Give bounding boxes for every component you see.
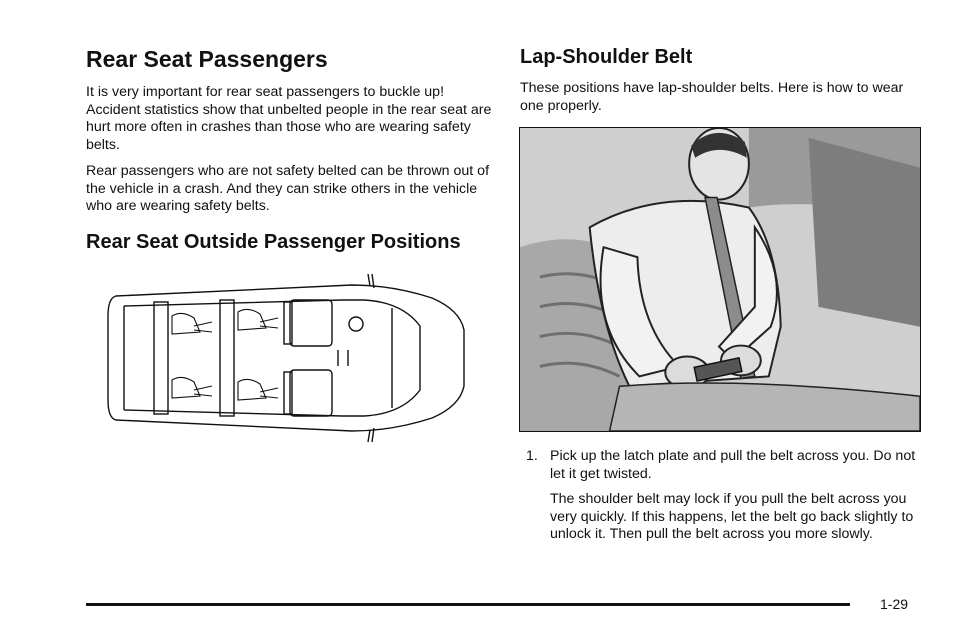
person-buckling-belt-drawing bbox=[520, 128, 920, 431]
passenger-left-rear-2 bbox=[238, 309, 278, 330]
paragraph-buckle-up: It is very important for rear seat passengers to buckle up! Accident statistics show that unbelted people in the rear seat are hurt more often in crashes than those who are wearing safety belts. bbox=[86, 84, 492, 153]
right-column bbox=[520, 44, 930, 115]
left-column bbox=[86, 44, 496, 255]
passenger-right-rear-2 bbox=[238, 379, 278, 400]
step-1 bbox=[526, 448, 928, 483]
step-1-note: The shoulder belt may lock if you pull the belt across you very quickly. If this happens, let the belt go back slightly to unlock it. Then pull the belt across you more slowly. bbox=[550, 491, 914, 542]
step-number: 1. bbox=[526, 448, 538, 464]
section-title-outside-positions: Rear Seat Outside Passenger Positions bbox=[86, 230, 461, 253]
passenger-right-rear-1 bbox=[172, 377, 212, 398]
section-title-rear-seat-passengers: Rear Seat Passengers bbox=[86, 46, 328, 72]
vehicle-seating-diagram bbox=[102, 266, 476, 450]
page-number: 1-29 bbox=[880, 596, 909, 612]
step-text: Pick up the latch plate and pull the belt across you. Do not let it get twisted. bbox=[550, 448, 916, 482]
vehicle-top-view-illustration bbox=[102, 266, 476, 450]
lap-shoulder-belt-illustration bbox=[519, 127, 921, 432]
footer-divider bbox=[86, 603, 850, 606]
paragraph-thrown-out: Rear passengers who are not safety belted can be thrown out of the vehicle in a crash. And they can strike others in the vehicle who are wearing safety belts. bbox=[86, 163, 490, 214]
instruction-steps bbox=[526, 448, 928, 544]
section-title-lap-shoulder-belt: Lap-Shoulder Belt bbox=[520, 46, 693, 68]
paragraph-lap-shoulder-intro: These positions have lap-shoulder belts. Here is how to wear one properly. bbox=[520, 80, 904, 114]
passenger-left-rear-1 bbox=[172, 313, 212, 334]
